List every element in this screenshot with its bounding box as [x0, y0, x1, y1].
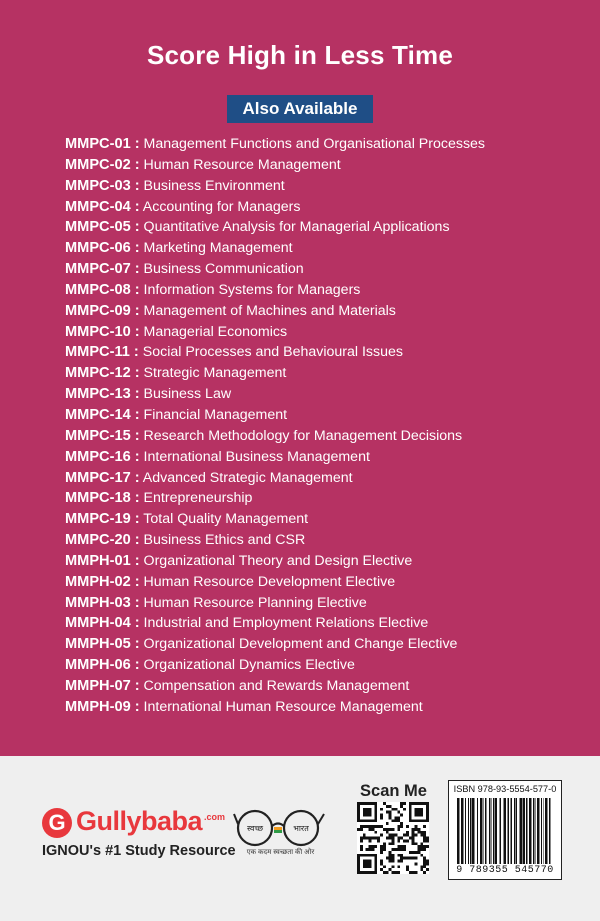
course-name: Compensation and Rewards Management: [143, 677, 410, 694]
course-row: [65, 259, 585, 280]
course-code: MMPC-08 :: [65, 281, 140, 298]
course-name: Quantitative Analysis for Managerial Applications: [143, 219, 450, 236]
course-name: Organizational Dynamics Elective: [143, 657, 355, 674]
course-code: MMPC-09 :: [65, 302, 140, 319]
isbn-number: 9 789355 545770: [456, 865, 554, 876]
course-code: MMPH-04 :: [65, 615, 140, 632]
course-row: [65, 384, 585, 405]
course-row: [65, 572, 585, 593]
logo-suffix: .com: [204, 812, 226, 822]
course-code: MMPC-16 :: [65, 448, 140, 465]
course-name: Business Ethics and CSR: [143, 532, 306, 549]
course-code: MMPH-02 :: [65, 573, 140, 590]
course-name: Total Quality Management: [143, 511, 309, 528]
course-row: [65, 322, 585, 343]
course-row: [65, 509, 585, 530]
course-row: [65, 238, 585, 259]
course-name: Financial Management: [143, 406, 288, 423]
course-row: [65, 155, 585, 176]
course-row: [65, 530, 585, 551]
course-code: MMPC-11 :: [65, 344, 139, 361]
course-code: MMPC-01 :: [65, 136, 140, 152]
course-row: [65, 655, 585, 676]
course-name: International Business Management: [143, 448, 370, 465]
course-name: Business Communication: [143, 261, 304, 278]
course-name: Entrepreneurship: [143, 490, 253, 507]
course-name: Business Law: [143, 386, 232, 403]
barcode-icon: [455, 798, 555, 864]
course-code: MMPC-18 :: [65, 490, 140, 507]
course-name: Social Processes and Behavioural Issues: [142, 344, 403, 361]
swachh-right-text: भारत: [293, 824, 309, 833]
course-name: Human Resource Development Elective: [143, 573, 396, 590]
logo-wordmark: Gullybaba: [76, 806, 203, 836]
isbn-barcode-box: [448, 780, 562, 880]
course-code: MMPH-09 :: [65, 698, 140, 715]
swachh-left-text: स्वच्छ: [246, 824, 264, 833]
course-name: Management of Machines and Materials: [143, 302, 396, 319]
course-row: [65, 613, 585, 634]
swachh-bharat-logo: [233, 806, 328, 861]
course-name: International Human Resource Management: [143, 698, 423, 715]
qr-code-icon[interactable]: [357, 802, 429, 874]
swachh-tagline: एक कदम स्वच्छता की ओर: [246, 849, 315, 856]
course-code: MMPC-05 :: [65, 219, 140, 236]
logo-g-icon: G: [42, 808, 72, 838]
course-row: [65, 405, 585, 426]
course-row: [65, 197, 585, 218]
course-code: MMPH-07 :: [65, 677, 140, 694]
course-row: [65, 468, 585, 489]
course-name: Human Resource Management: [143, 156, 341, 173]
course-name: Marketing Management: [143, 240, 293, 257]
scan-me-label: Scan Me: [360, 782, 427, 800]
brand-tagline: IGNOU's #1 Study Resource: [42, 843, 236, 859]
course-name: Strategic Management: [143, 365, 287, 382]
course-name: Human Resource Planning Elective: [143, 594, 367, 611]
course-code: MMPC-12 :: [65, 365, 140, 382]
course-name: Industrial and Employment Relations Elective: [143, 615, 429, 632]
course-list: [65, 134, 585, 718]
glasses-icon: [233, 806, 328, 848]
course-code: MMPC-07 :: [65, 261, 140, 278]
course-name: Organizational Development and Change Elective: [143, 636, 458, 653]
course-row: [65, 488, 585, 509]
course-name: Management Functions and Organisational Processes: [143, 136, 486, 152]
course-name: Organizational Theory and Design Elective: [143, 552, 413, 569]
course-row: [65, 426, 585, 447]
course-code: MMPC-15 :: [65, 427, 140, 444]
course-code: MMPC-13 :: [65, 386, 140, 403]
course-code: MMPC-19 :: [65, 511, 140, 528]
course-row: [65, 593, 585, 614]
course-code: MMPC-14 :: [65, 406, 140, 423]
course-name: Managerial Economics: [143, 323, 288, 340]
course-row: [65, 176, 585, 197]
course-row: [65, 342, 585, 363]
course-row: [65, 447, 585, 468]
course-name: Accounting for Managers: [142, 198, 301, 215]
course-name: Business Environment: [143, 177, 285, 194]
course-code: MMPC-06 :: [65, 240, 140, 257]
cover-title: Score High in Less Time: [146, 40, 454, 70]
course-code: MMPC-10 :: [65, 323, 140, 340]
gullybaba-logo: [42, 806, 232, 842]
course-row: [65, 676, 585, 697]
course-row: [65, 363, 585, 384]
also-available-badge: Also Available: [227, 95, 373, 123]
course-name: Research Methodology for Management Decisions: [143, 427, 463, 444]
course-code: MMPC-03 :: [65, 177, 140, 194]
course-row: [65, 301, 585, 322]
isbn-label: ISBN 978-93-5554-577-0: [453, 784, 557, 794]
course-row: [65, 634, 585, 655]
course-name: Information Systems for Managers: [143, 281, 361, 298]
course-row: [65, 217, 585, 238]
course-row: [65, 697, 585, 718]
course-row: [65, 280, 585, 301]
course-code: MMPC-04 :: [65, 198, 140, 215]
course-name: Advanced Strategic Management: [142, 469, 353, 486]
course-row: [65, 551, 585, 572]
course-code: MMPC-17 :: [65, 469, 140, 486]
course-code: MMPH-03 :: [65, 594, 140, 611]
course-code: MMPC-02 :: [65, 156, 140, 173]
course-code: MMPH-01 :: [65, 552, 140, 569]
course-row: [65, 134, 585, 155]
course-code: MMPH-05 :: [65, 636, 140, 653]
course-code: MMPH-06 :: [65, 657, 140, 674]
course-code: MMPC-20 :: [65, 532, 140, 549]
